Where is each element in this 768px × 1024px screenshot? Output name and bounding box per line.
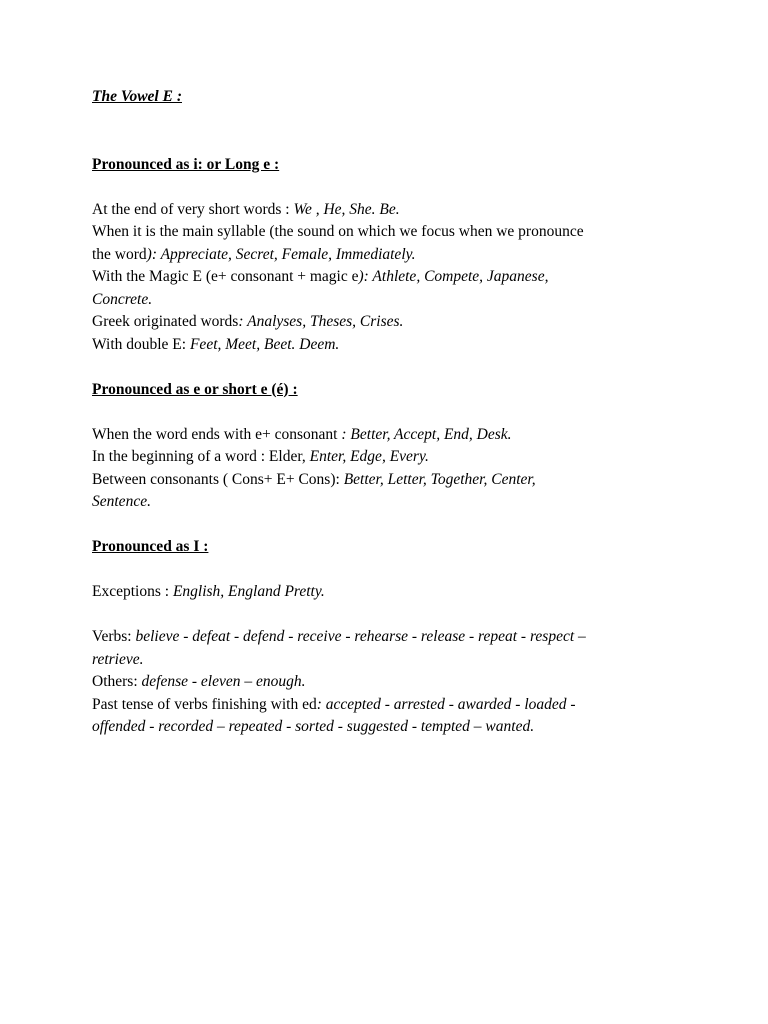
verbs-row-b: retrieve.	[92, 650, 144, 668]
row-label: Between consonants ( Cons+ E+ Cons):	[92, 470, 340, 488]
row-examples: We , He, She. Be.	[293, 200, 400, 218]
exceptions-row	[92, 581, 692, 604]
row-examples: Feet, Meet, Beet. Deem.	[189, 335, 340, 353]
section2-heading: Pronounced as e or short e (é) :	[92, 380, 298, 398]
row-examples: ): Appreciate, Secret, Female, Immediately.	[146, 245, 416, 263]
row-label: When the word ends with e+ consonant	[92, 425, 338, 443]
section2-row1	[92, 424, 692, 447]
row-examples: : Better, Accept, End, Desk.	[341, 425, 512, 443]
row-label: With the Magic E (e+ consonant + magic e	[92, 268, 359, 285]
row-label: Greek originated words	[92, 313, 239, 330]
row-label: Verbs:	[92, 628, 132, 645]
section1-row3b: Concrete.	[92, 290, 153, 308]
row-label: Past tense of verbs finishing with ed	[92, 695, 317, 713]
row-label: the word	[92, 245, 147, 263]
row-label: In the beginning of a word : Elder,	[92, 448, 306, 465]
row-examples: ): Athlete, Compete, Japanese,	[358, 268, 549, 285]
section2-row3a	[92, 469, 692, 492]
past-tense-row-a	[92, 694, 692, 717]
row-examples: Enter, Edge, Every.	[309, 448, 429, 465]
row-examples: believe - defeat - defend - receive - rehearse - release - repeat - respect –	[135, 628, 586, 645]
section1-row5	[92, 334, 692, 357]
others-row	[92, 671, 692, 694]
document-page	[92, 86, 692, 739]
section1-row2a	[92, 221, 692, 244]
section1-row1	[92, 199, 692, 222]
past-tense-row-b: offended - recorded – repeated - sorted - suggested - tempted – wanted.	[92, 718, 535, 735]
row-label: Others:	[92, 673, 138, 690]
section1-row4	[92, 311, 692, 334]
row-label: With double E:	[92, 335, 187, 353]
row-examples: defense - eleven – enough.	[141, 673, 306, 690]
row-label: When it is the main syllable (the sound on which we focus when we pronounce	[92, 223, 584, 240]
page-title: The Vowel E :	[92, 88, 182, 105]
row-examples: Better, Letter, Together, Center,	[343, 470, 536, 488]
section1-row2b	[92, 244, 692, 267]
row-examples: English, England Pretty.	[172, 583, 325, 600]
verbs-row-a	[92, 626, 692, 649]
section1-row3a	[92, 266, 692, 289]
section2-row3b: Sentence.	[92, 493, 151, 510]
row-label: At the end of very short words :	[92, 200, 290, 218]
section1-heading: Pronounced as i: or Long e :	[92, 155, 280, 173]
row-examples: : Analyses, Theses, Crises.	[238, 313, 404, 330]
row-label: Exceptions :	[92, 583, 170, 600]
row-examples: : accepted - arrested - awarded - loaded -	[316, 695, 576, 713]
section3-heading: Pronounced as I :	[92, 538, 209, 555]
section2-row2	[92, 446, 692, 469]
